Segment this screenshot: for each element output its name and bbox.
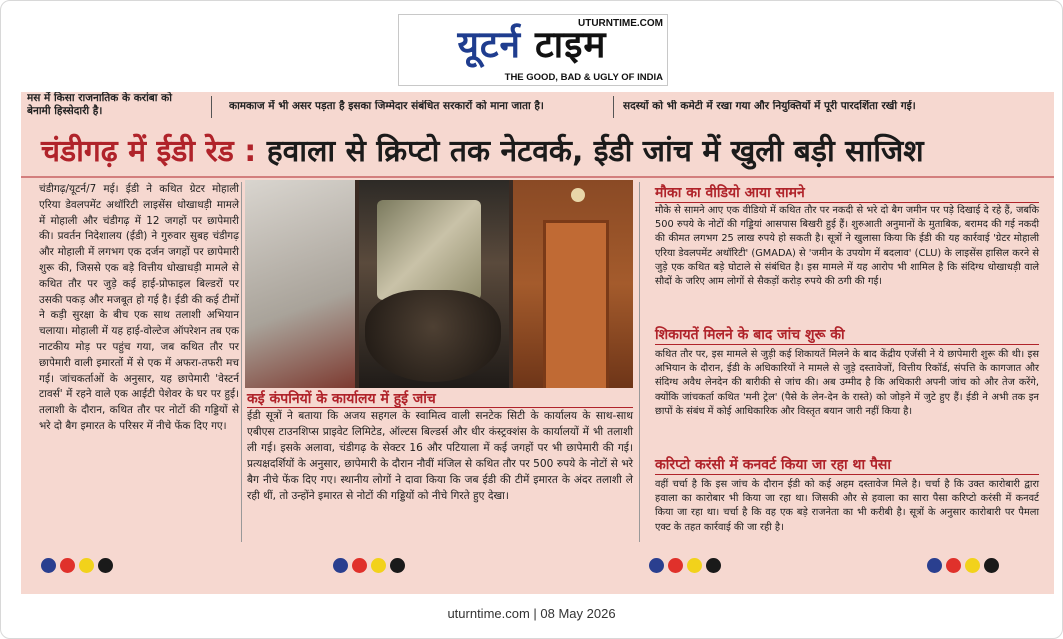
- column-rule: [211, 96, 212, 118]
- column-rule: [613, 96, 614, 118]
- raid-photo-collage: [245, 180, 633, 388]
- photo-left-panel: [245, 180, 355, 388]
- color-dot: [706, 558, 721, 573]
- color-dot: [60, 558, 75, 573]
- door-image: [543, 220, 609, 388]
- color-dot: [79, 558, 94, 573]
- heading-underline: [655, 344, 1039, 345]
- masthead-title-part2: टाइम: [535, 23, 607, 66]
- photo-cash-bag: [359, 180, 509, 388]
- article-section-video: मौके से सामने आए एक वीडियो में कथित तौर पर नकदी से भरे दो बैग जमीन पर पड़े दिखाई दे रहे हैं, जबकि 500 रुपये के नोटों की गड्डियां आसपास बिखरी हुई हैं। शुरुआती अनुमानों के मुताबिक, बरामद की गई नकदी की कीमत लगभग 25 लाख रुपये हो सकती है। सूत्रों ने खुलासा किया कि ईडी की यह कार्रवाई 'ग्रेटर मोहाली एरिया डेवलपमेंट अथॉरिटी' (GMADA) से 'जमीन के उपयोग में बदलाव' (CLU) के लाइसेंस हासिल करने से जुड़े एक कथित बड़े घोटाले से संबंधित है। इस मामले में यह आरोप भी शामिल है कि संदिग्ध धोखाधड़ी वाले सौदों के जरिए आम लोगों से सैकड़ों करोड़ रुपये की ठगी की गई।: [655, 205, 1039, 288]
- color-dot: [333, 558, 348, 573]
- color-dot: [98, 558, 113, 573]
- color-dots-group: [927, 558, 999, 574]
- article-section-crypto: वहीं चर्चा है कि इस जांच के दौरान ईडी को कई अहम दस्तावेज मिले है। चर्चा है कि उक्त कारोबारी द्वारा हवाला का कारोबार भी किया जा रहा था। जिसकी और से हवाला का सारा पैसा करिप्टो करंसी में कनवर्ट किया जा रहा था। चर्चा है कि वह एक बड़े राजनेता का भी करीबी है। सूत्रों के अनुसार कारोबारी पर पैमला एक्ट के तहत कार्रवाई की जा रही है।: [655, 479, 1039, 533]
- photo-building-interior: [513, 180, 633, 388]
- currency-notes-image: [377, 200, 481, 300]
- article-section-complaints: कथित तौर पर, इस मामले से जुड़ी कई शिकायतें मिलने के बाद केंद्रीय एजेंसी ने ये छापेमारी शुरू की थी। इस अभियान के दौरान, ईडी के अधिकारियों ने मामले से जुड़े दस्तावेजों, वित्तीय रिकॉर्ड, संपत्ति के कागजात और संदिग्ध अवैध लेनदेन की बारीकी से जांच की। अब उम्मीद है कि अधिकारी अपनी जांच को और तेज करेंगे, क्योंकि जांचकर्ता कथित 'मनी ट्रेल' (पैसे के लेन-देन के रास्ते) को जोड़ने में जुटे हुए हैं। ईडी ने अभी तक इन छापों के संबंध में कोई आधिकारिक और विस्तृत बयान जारी नहीं किया है।: [655, 349, 1039, 417]
- top-strip-left-line2: बेनामी हिस्सेदारी है।: [27, 105, 103, 117]
- headline-accent: चंडीगढ़ में ईडी रेड :: [41, 134, 257, 169]
- masthead-title-part1: यूटर्न: [457, 23, 522, 66]
- section-heading-complaints: शिकायतें मिलने के बाद जांच शुरू की: [655, 327, 845, 343]
- section-heading-crypto: करिप्टो करंसी में कनवर्ट किया जा रहा था पैसा: [655, 457, 891, 473]
- headline-main: हवाला से क्रिप्टो तक नेटवर्क, ईडी जांच में खुली बड़ी साजिश: [266, 134, 924, 169]
- headline: [41, 132, 1051, 172]
- color-dot: [668, 558, 683, 573]
- color-dots-group: [649, 558, 721, 574]
- color-dot: [390, 558, 405, 573]
- section-heading-video: मौका का वीडियो आया सामने: [655, 185, 805, 201]
- top-strip-left: [27, 92, 207, 118]
- section-heading-offices: कई कंपनियों के कार्यालय में हुई जांच: [247, 391, 436, 407]
- color-dot: [371, 558, 386, 573]
- masthead-url: UTURNTIME.COM: [578, 18, 663, 29]
- color-dot: [687, 558, 702, 573]
- article-column-2: ईडी सूत्रों ने बताया कि अजय सहगल के स्वामित्व वाली सनटेक सिटी के कार्यालय के साथ-साथ एबीएस टाउनशिप्स प्राइवेट लिमिटेड, ऑल्टस बिल्डर्स और धीर कंस्ट्रक्शंस के कार्यालयों में भी तलाशी ली गई। इसके अलावा, चंडीगढ़ के सेक्टर 16 और पटियाला में कई जगहों पर भी छापेमारी की गई। प्रत्यक्षदर्शियों के अनुसार, छापेमारी के दौरान नौवीं मंजिल से कथित तौर पर 500 रुपये के नोटों से भरे बैग नीचे फेंक दिए गए। स्थानीय लोगों ने दावा किया कि जब ईडी की टीमें इमारत के अंदर तलाशी ले रही थीं, तो उन्होंने इमारत से नोटों की गड्डियों को नीचे गिरते हुए देखा।: [247, 410, 633, 502]
- heading-underline: [655, 474, 1039, 475]
- column-rule: [639, 182, 640, 542]
- color-dot: [965, 558, 980, 573]
- color-dot: [984, 558, 999, 573]
- color-dots-group: [333, 558, 405, 574]
- lamp-image: [571, 188, 585, 202]
- top-strip-right: सदस्यों को भी कमेटी में रखा गया और नियुक्तियों में पूरी पारदर्शिता रखी गई।: [623, 100, 916, 112]
- newspaper-clipping: [21, 92, 1054, 594]
- bag-image: [365, 290, 501, 382]
- top-strip-left-line1: मस में किसा राजनातिक के करांबा को: [27, 92, 172, 104]
- color-dot: [927, 558, 942, 573]
- article-column-1: चंडीगढ़/यूटर्न/7 मई। ईडी ने कथित ग्रेटर मोहाली एरिया डेवलपमेंट अथॉरिटी लाइसेंस धोखाधड़ी मामले में मोहाली और चंडीगढ़ में 12 जगहों पर छापेमारी की। प्रवर्तन निदेशालय (ईडी) ने गुरुवार सुबह चंडीगढ़ और मोहाली में लगभग एक दर्जन जगहों पर छापेमारी शुरू की, जिससे एक बड़े वित्तीय धोखाधड़ी मामले से कथित तौर पर जुड़े कई हाई-प्रोफाइल बिल्डरों पर उसकी पकड़ और मजबूत हो गई है। ईडी की कई टीमों ने कड़ी सुरक्षा के बीच एक साथ तलाशी अभियान चलाया। मोहाली में यह हाई-वोल्टेज ऑपरेशन तब एक नाटकीय मोड़ पर पहुंच गया, जब कथित तौर पर छापेमारी वाली इमारतों में से एक में अफरा-तफरी मच गई। जांचकर्ताओं के अनुसार, यह छापेमारी 'वेस्टर्न टावर्स' में रहने वाले एक आईटी पेशेवर के घर पर हुई। तलाशी के दौरान, कथित तौर पर नोटों की गड्डियों से भरे दो बैग इमारत के परिसर में नीचे फेंक दिए गए।: [39, 183, 239, 432]
- masthead-title: [403, 21, 661, 69]
- headline-divider: [21, 176, 1054, 178]
- heading-underline: [655, 202, 1039, 203]
- masthead-tagline: THE GOOD, BAD & UGLY OF INDIA: [504, 72, 663, 83]
- color-dots-group: [41, 558, 113, 574]
- color-dot: [946, 558, 961, 573]
- color-dot: [649, 558, 664, 573]
- footer-credit: uturntime.com | 08 May 2026: [447, 606, 616, 621]
- masthead-logo[interactable]: [398, 14, 668, 86]
- color-dot: [352, 558, 367, 573]
- color-dot: [41, 558, 56, 573]
- column-rule: [241, 182, 242, 542]
- top-strip-middle: कामकाज में भी असर पड़ता है इसका जिम्मेदार संबंधित सरकारों को माना जाता है।: [229, 100, 544, 112]
